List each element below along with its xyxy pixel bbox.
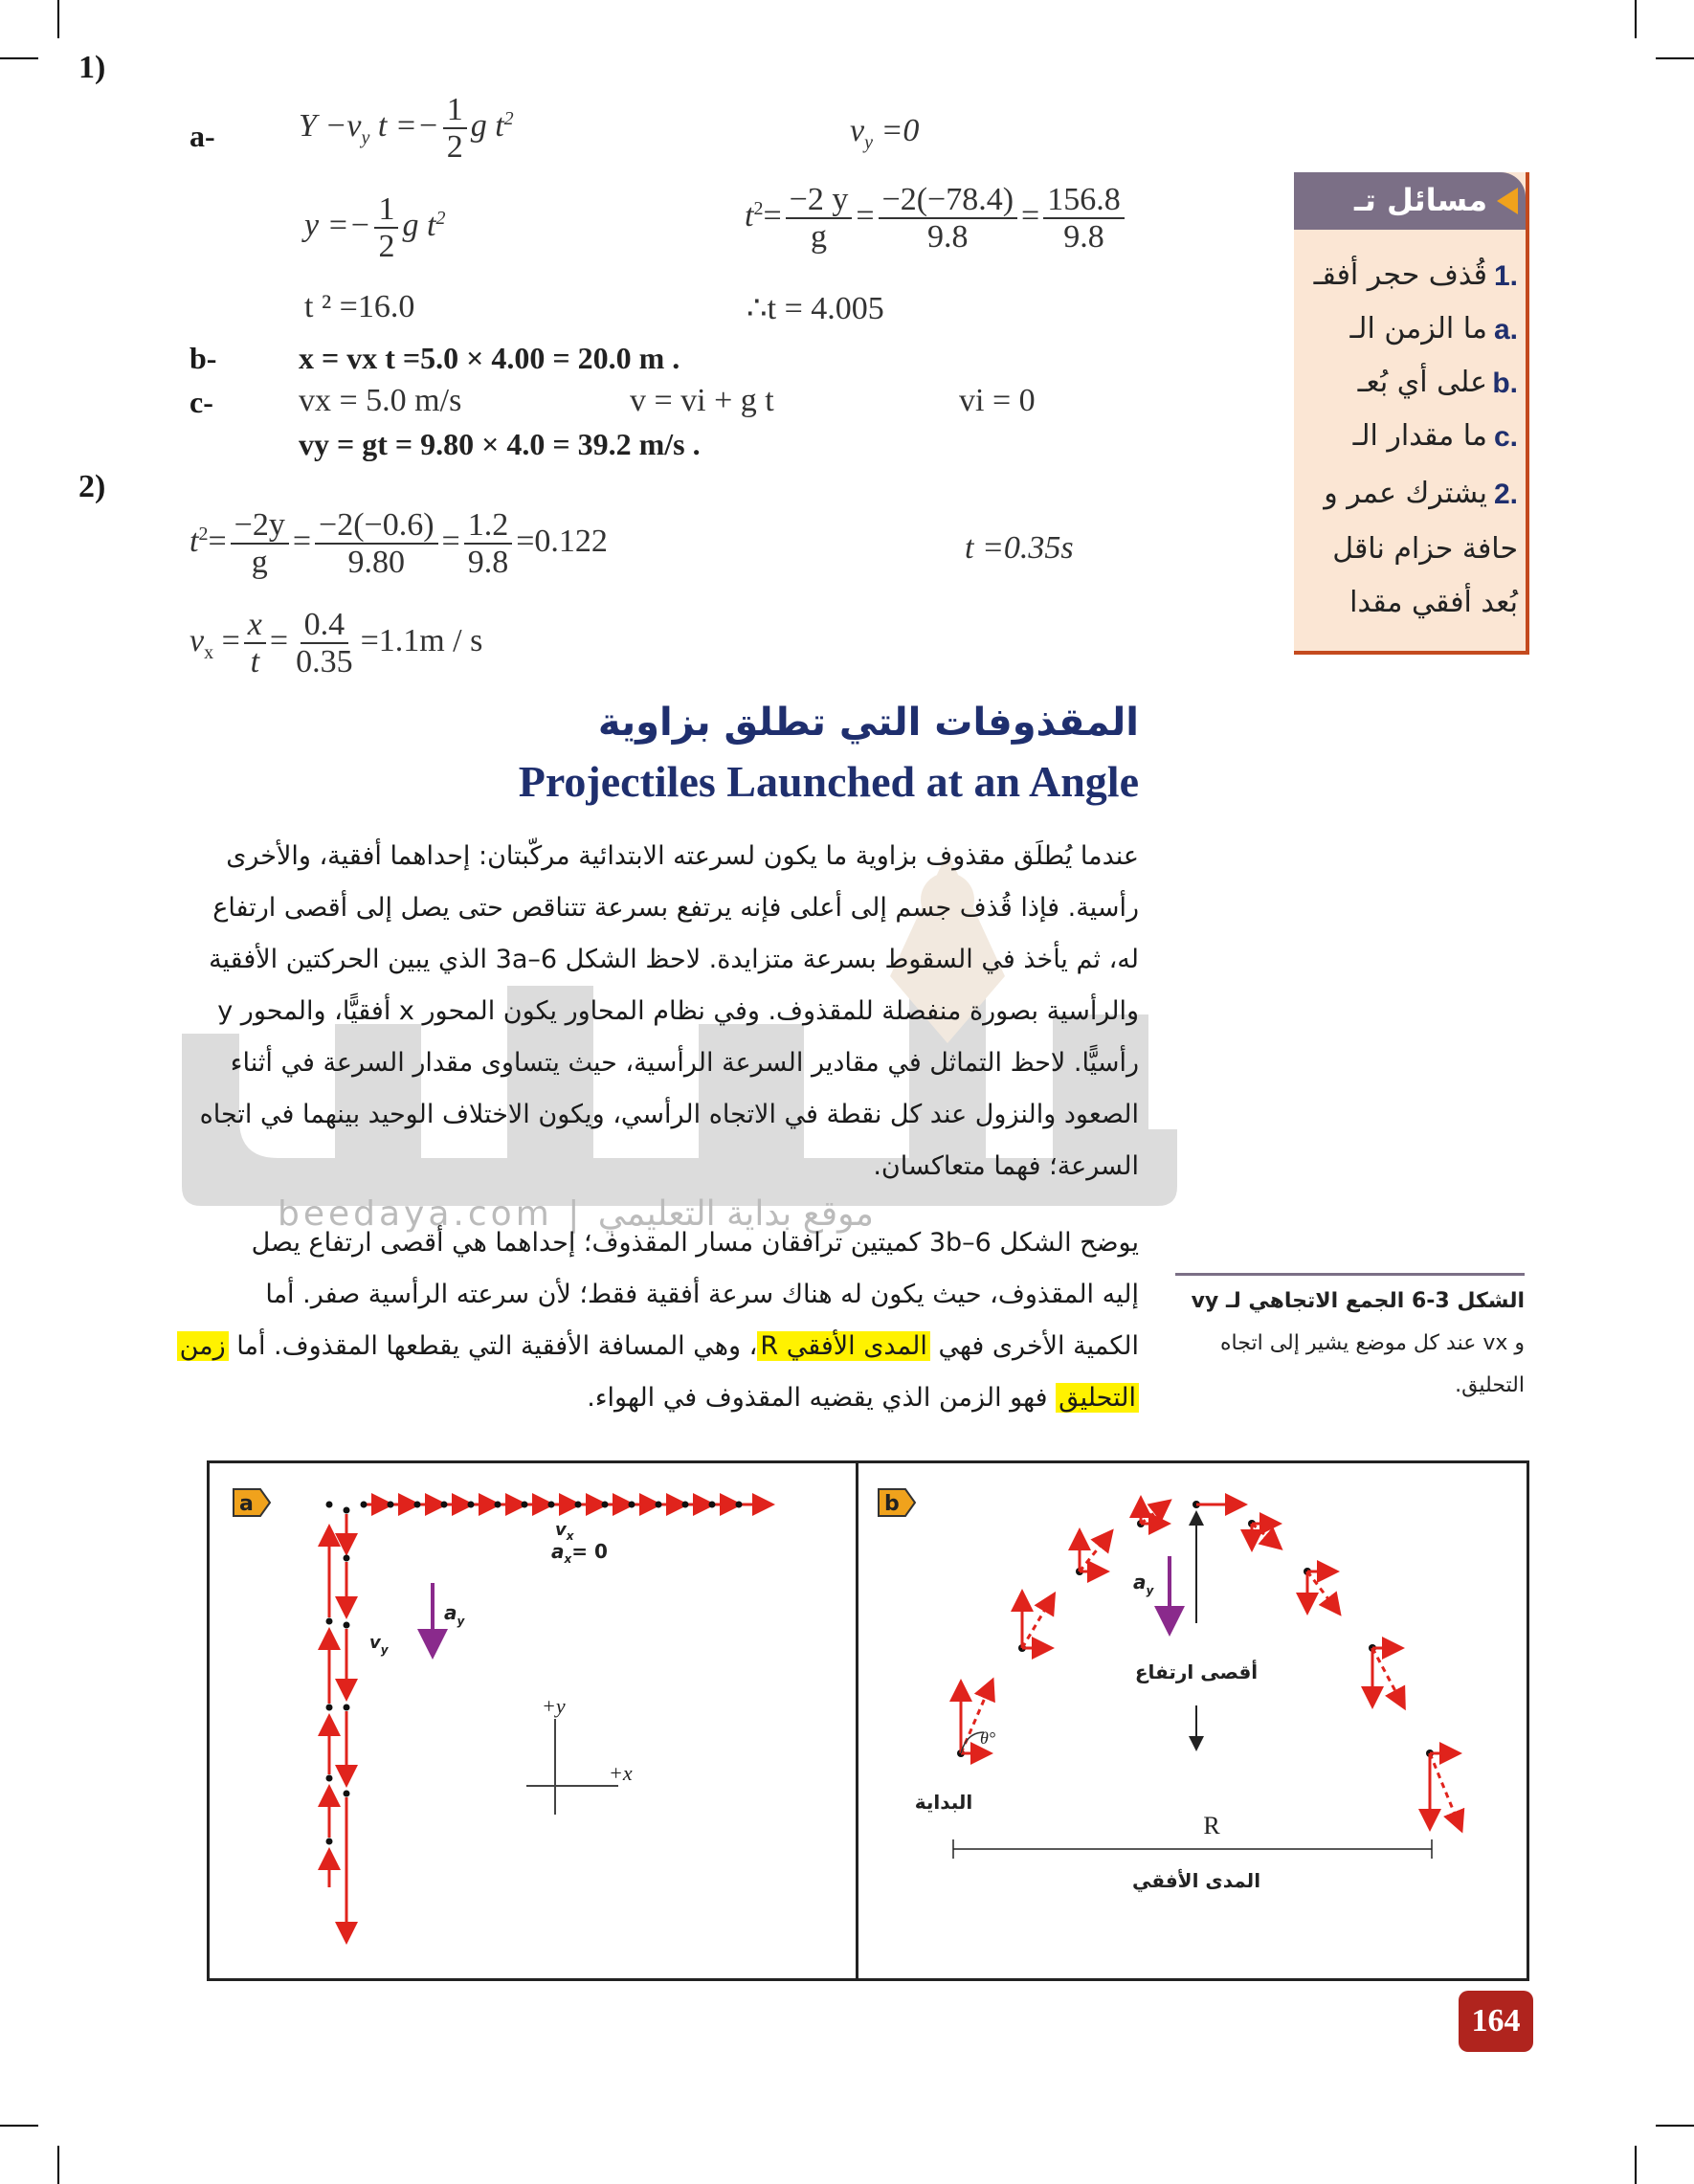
crop-mark (1635, 2146, 1637, 2184)
sidebar-item-mark: 1. (1493, 260, 1518, 292)
problem-1-number: 1) (78, 50, 106, 85)
vx-label: $v_x$ (555, 1520, 574, 1543)
sidebar-item-mark: b. (1492, 368, 1518, 399)
problem-1c-label: c- (189, 385, 213, 419)
highlight-flight-time: زمن (177, 1331, 229, 1361)
max-height-label: أقصى ارتفاع (1134, 1660, 1259, 1683)
watermark-text: beedaya.com | موقع بداية التعليمي (278, 1194, 874, 1234)
panel-a-tag (234, 1489, 270, 1516)
crop-mark (57, 0, 59, 38)
practice-problems-header: مسائل تـ (1294, 172, 1526, 230)
caption-rule (1175, 1273, 1525, 1276)
equation-1c-vi: vi = 0 (959, 383, 1036, 418)
practice-problems-box (1294, 172, 1529, 655)
paragraph-2: يوضح الشكل 3b–6 كميتين ترافقان مسار المقذوف؛ إحداهما هي أقصى ارتفاع يصل إليه المقذوف، حيث يكون له هناك سرعة أفقية فقط؛ لأن سرعته الرأسية صفر. أما الكمية الأخرى فهي المدى الأفقي R، وهي المسافة الأفقية التي يقطعها المقذوف. أما زمن التحليق فهو الزمن الذي يقضيه المقذوف في الهواء. (172, 1217, 1139, 1424)
figure-diagram (207, 1460, 1529, 1981)
crop-mark (0, 57, 38, 59)
plus-x-label: +x (609, 1761, 633, 1785)
equation-1a-line2: y =− $\frac{1}{2}$ g $t^2$ (304, 191, 446, 265)
problem-1a-label: a- (189, 119, 215, 153)
sidebar-item-mark: a. (1493, 314, 1518, 345)
highlight-flight-time-2: التحليق (1056, 1383, 1139, 1413)
figure-caption: الشكل 3-6 الجمع الاتجاهي لـ vy و vx عند كل موضع يشير إلى اتجاه التحليق. (1191, 1289, 1525, 1397)
equation-1b: x = vx t =5.0 × 4.00 = 20.0 m . (299, 341, 680, 375)
page-number: 164 (1459, 1991, 1533, 2052)
sidebar-item-mark: 2. (1493, 479, 1518, 510)
equation-t-squared: $t^2=$ $\frac{-2 y}{g}$ = $\frac{-2(-78.4)}{9.8}$ = $\frac{156.8}{9.8}$ (745, 182, 1128, 256)
paragraph-1: عندما يُطلَق مقذوف بزاوية ما يكون لسرعته الابتدائية مركّبتان: إحداهما أفقية، والأخرى رأسية. فإذا قُذف جسم إلى أعلى فإنه يرتفع بسرعة تتناقص حتى يصل إلى أقصى ارتفاع له، ثم يأخذ في السقوط بسرعة متزايدة. لاحظ الشكل 3a–6 الذي يبين الحركتين الأفقية والرأسية بصورة منفصلة للمقذوف. وفي نظام المحاور يكون المحور x أفقيًّا، والمحور y رأسيًّا. لاحظ التماثل في مقادير السرعة الرأسية، حيث يتساوى مقدار السرعة في أثناء الصعود والنزول عند كل نقطة في الاتجاه الرأسي، ويكون الاختلاف الوحيد بينهما في اتجاه السرعة؛ فهما متعاكسان. (199, 841, 1139, 1181)
crop-mark (57, 2146, 59, 2184)
panel-b-tag (879, 1489, 915, 1516)
ay-label-b: $a_y$ (1133, 1571, 1154, 1597)
equation-1c-vx: vx = 5.0 m/s (299, 383, 462, 418)
sidebar-item-text: قُذف حجر أفقـ (1313, 258, 1487, 292)
section-title-english: Projectiles Launched at an Angle (518, 757, 1139, 806)
highlight-range: المدى الأفقي R (757, 1331, 930, 1361)
equation-t-value: ∴t = 4.005 (747, 291, 884, 326)
vy-label: $v_y$ (369, 1633, 389, 1657)
range-label: المدى الأفقي (1131, 1869, 1261, 1892)
crop-mark (1656, 57, 1694, 59)
sidebar-item-text: ما مقدار الـ (1352, 419, 1487, 453)
vx-dots (361, 1502, 743, 1508)
sidebar-item-text: يشترك عمر و (1324, 477, 1487, 510)
sidebar-item-text: ما الزمن الـ (1349, 312, 1487, 345)
equation-vy-zero: $v_y =0$ (850, 113, 920, 153)
plus-y-label: +y (542, 1694, 566, 1718)
problem-1b-label: b- (189, 341, 217, 375)
problem-2-number: 2) (78, 469, 106, 504)
range-r-label: R (1203, 1812, 1220, 1839)
panel-a-label: a (239, 1492, 254, 1516)
equation-2-t-result: t =0.35s (965, 530, 1074, 566)
sidebar-item-text: على أي بُعـ (1357, 366, 1487, 399)
section-title-arabic: المقذوفات التي تطلق بزاوية (597, 701, 1139, 745)
axes-icon (526, 1719, 618, 1815)
equation-2-vx: $v_x$ = $\frac{x}{t}$ = $\frac{0.4}{0.35}$ =1.1m / s (189, 607, 483, 680)
theta-label: θ° (980, 1728, 996, 1748)
equation-1c-v: v = vi + g t (630, 383, 774, 418)
ay-label: $a_y$ (444, 1601, 465, 1628)
crop-mark (0, 2125, 38, 2127)
crop-mark (1656, 2125, 1694, 2127)
crop-mark (1635, 0, 1637, 38)
sidebar-item-text: بُعد أفقي مقدا (1349, 586, 1518, 619)
arrow-left-icon (1497, 188, 1518, 214)
start-label: البداية (914, 1791, 973, 1814)
equation-2-t-squared: $t^2=$ $\frac{-2y}{g}$ = $\frac{-2(-0.6)}{9.80}$ = $\frac{1.2}{9.8}$ =0.122 (189, 507, 608, 581)
panel-b-label: b (884, 1492, 900, 1516)
sidebar-item-mark: c. (1493, 421, 1518, 453)
equation-t-squared-value: t ² =16.0 (304, 289, 415, 324)
equation-1a-line1: $Y -v_y$ t =− $\frac{1}{2}$ g $t^2$ (299, 92, 514, 166)
sidebar-item-text: حافة حزام ناقل (1332, 532, 1518, 566)
equation-1c-vy: vy = gt = 9.80 × 4.0 = 39.2 m/s . (299, 427, 701, 461)
ax-label: $a_x= 0$ (551, 1540, 608, 1566)
